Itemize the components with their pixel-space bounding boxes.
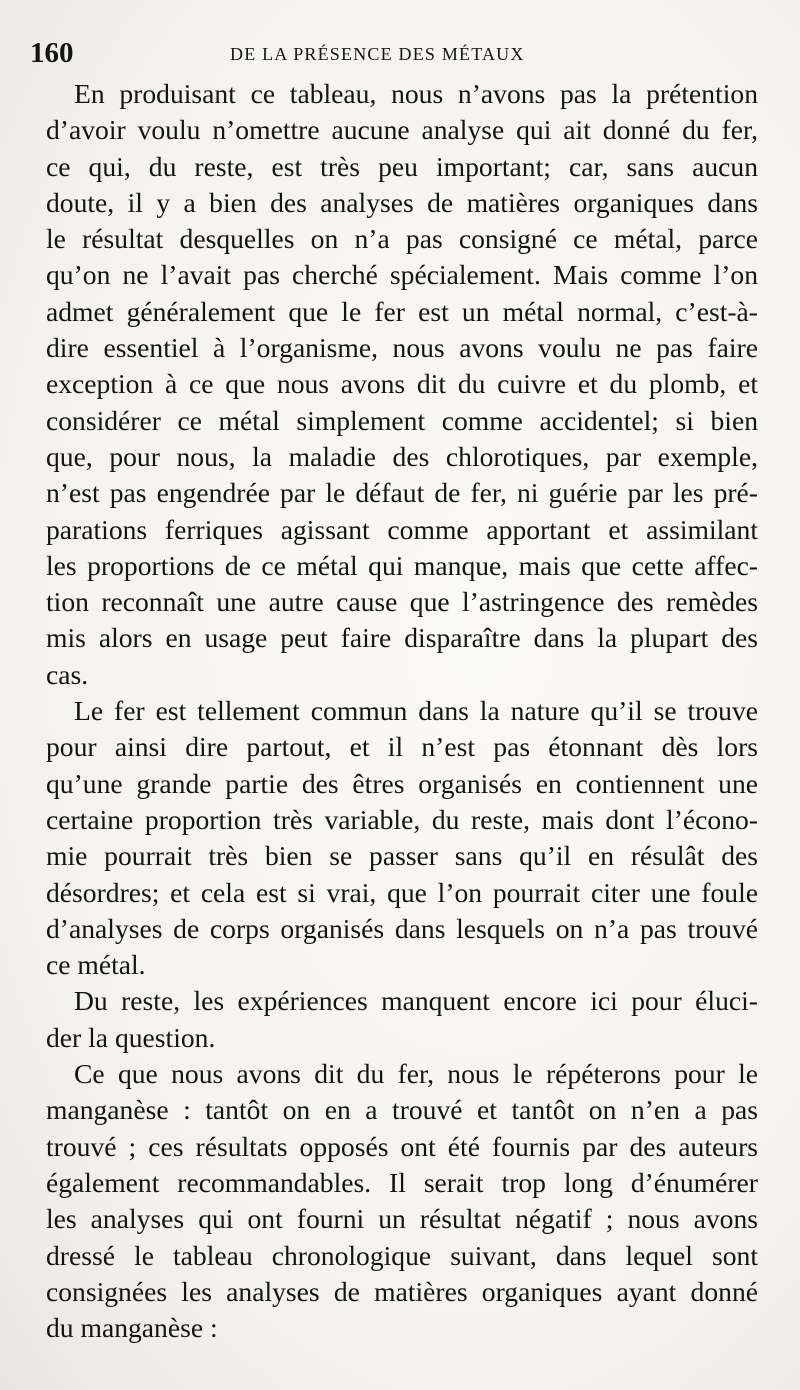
text-line: Du reste, les expériences manquent encore ici pour éluci- bbox=[74, 985, 758, 1017]
text-line: d’analyses de corps organisés dans lesquels on n’a pas trouvé bbox=[46, 912, 758, 944]
text-line: mis alors en usage peut faire disparaître dans la plupart des bbox=[46, 622, 758, 654]
text-line: d’avoir voulu n’omettre aucune analyse qui ait donné du fer, bbox=[46, 114, 758, 146]
text-line: considérer ce métal simplement comme accidentel; si bien bbox=[46, 404, 758, 436]
page-header bbox=[30, 36, 770, 70]
running-head: DE LA PRÉSENCE DES MÉTAUX bbox=[230, 44, 525, 64]
text-line: qu’une grande partie des êtres organisés en contiennent une bbox=[46, 767, 758, 799]
text-line: qu’on ne l’avait pas cherché spécialement. Mais comme l’on bbox=[46, 259, 758, 291]
text-line: trouvé ; ces résultats opposés ont été fournis par des auteurs bbox=[46, 1130, 758, 1162]
text-line: exception à ce que nous avons dit du cuivre et du plomb, et bbox=[46, 368, 758, 400]
text-line: En produisant ce tableau, nous n’avons pas la prétention bbox=[74, 78, 758, 109]
text-line: consignées les analyses de matières organiques ayant donné bbox=[46, 1275, 758, 1307]
text-line: tion reconnaît une autre cause que l’astringence des remèdes bbox=[46, 586, 758, 618]
text-line: der la question. bbox=[46, 1021, 216, 1053]
text-line: dire essentiel à l’organisme, nous avons voulu ne pas faire bbox=[46, 332, 758, 364]
text-line: certaine proportion très variable, du reste, mais dont l’écono- bbox=[46, 803, 758, 835]
paragraph bbox=[46, 1056, 758, 1346]
text-line: parations ferriques agissant comme apportant et assimilant bbox=[46, 513, 758, 545]
text-line: admet généralement que le fer est un métal normal, c’est-à- bbox=[46, 295, 758, 327]
text-line: les analyses qui ont fourni un résultat négatif ; nous avons bbox=[46, 1203, 758, 1235]
text-line: désordres; et cela est si vrai, que l’on pourrait citer une foule bbox=[46, 876, 758, 908]
text-line: pour ainsi dire partout, et il n’est pas étonnant dès lors bbox=[46, 731, 758, 763]
text-line: n’est pas engendrée par le défaut de fer, ni guérie par les pré- bbox=[46, 477, 758, 509]
text-line: manganèse : tantôt on en a trouvé et tantôt on n’en a pas bbox=[46, 1094, 758, 1126]
paragraph bbox=[46, 76, 758, 693]
paragraph bbox=[46, 983, 758, 1056]
paragraph bbox=[46, 693, 758, 983]
text-line: également recommandables. Il serait trop long d’énumérer bbox=[46, 1166, 758, 1198]
text-line: dressé le tableau chronologique suivant, dans lequel sont bbox=[46, 1239, 758, 1271]
text-line: Ce que nous avons dit du fer, nous le répéterons pour le bbox=[74, 1058, 758, 1090]
text-line: doute, il y a bien des analyses de matières organiques dans bbox=[46, 186, 758, 218]
text-line: du manganèse : bbox=[46, 1312, 218, 1344]
text-line: Le fer est tellement commun dans la nature qu’il se trouve bbox=[74, 695, 758, 727]
body-text bbox=[46, 76, 758, 1346]
text-line: les proportions de ce métal qui manque, mais que cette affec- bbox=[46, 549, 758, 581]
text-line: ce métal. bbox=[46, 949, 146, 981]
text-line: le résultat desquelles on n’a pas consigné ce métal, parce bbox=[46, 223, 758, 255]
page-number: 160 bbox=[30, 37, 74, 69]
text-line: que, pour nous, la maladie des chlorotiques, par exemple, bbox=[46, 440, 758, 472]
text-line: cas. bbox=[46, 658, 89, 690]
text-line: mie pourrait très bien se passer sans qu’il en résulât des bbox=[46, 840, 758, 872]
text-line: ce qui, du reste, est très peu important; car, sans aucun bbox=[46, 150, 758, 182]
